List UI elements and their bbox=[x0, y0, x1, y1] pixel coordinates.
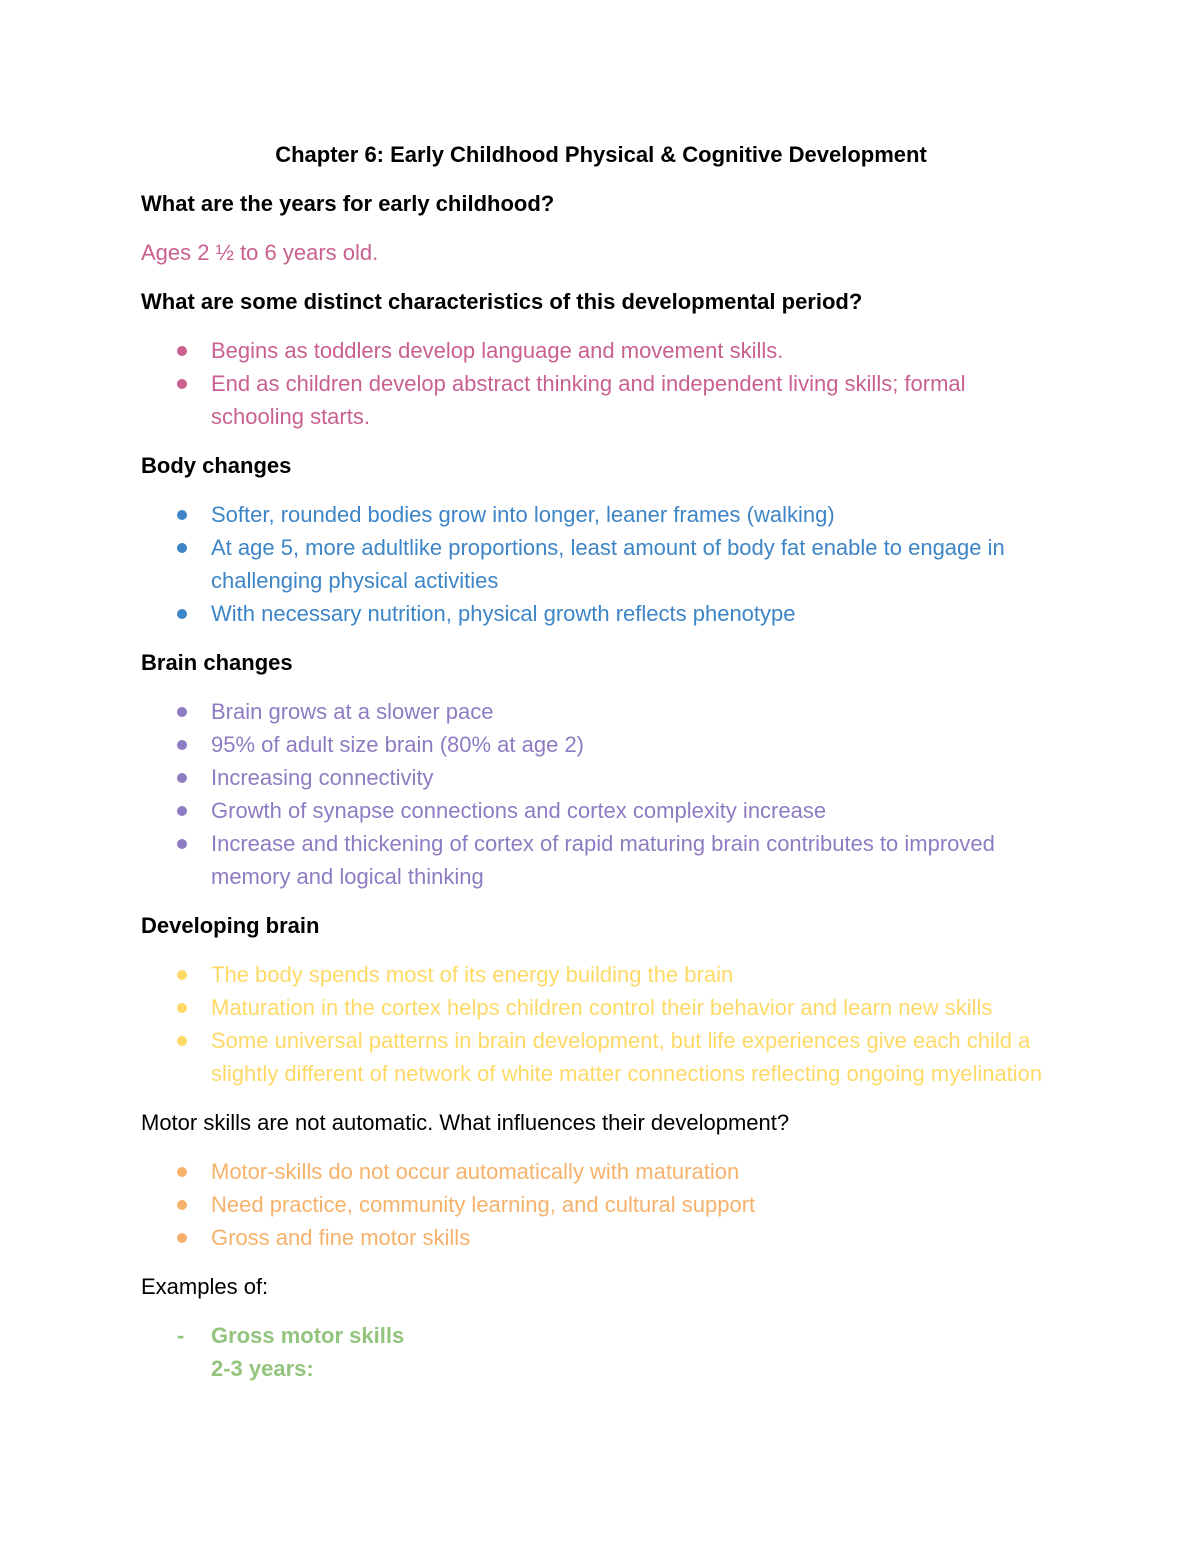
list-item: Motor-skills do not occur automatically with maturation bbox=[141, 1155, 1061, 1188]
characteristics-list bbox=[141, 334, 1061, 433]
list-item: Begins as toddlers develop language and movement skills. bbox=[141, 334, 1061, 367]
list-item: The body spends most of its energy building the brain bbox=[141, 958, 1061, 991]
bullet-icon bbox=[177, 1003, 187, 1013]
developing-brain-list bbox=[141, 958, 1061, 1090]
list-item: Gross and fine motor skills bbox=[141, 1221, 1061, 1254]
examples-label: Examples of: bbox=[141, 1274, 269, 1299]
question-motor-skills: Motor skills are not automatic. What influences their development? bbox=[141, 1110, 790, 1135]
list-item: Need practice, community learning, and cultural support bbox=[141, 1188, 1061, 1221]
list-item: At age 5, more adultlike proportions, least amount of body fat enable to engage in challenging physical activities bbox=[141, 531, 1061, 597]
bullet-icon bbox=[177, 773, 187, 783]
bullet-icon bbox=[177, 543, 187, 553]
bullet-icon bbox=[177, 806, 187, 816]
heading-brain-changes: Brain changes bbox=[141, 650, 293, 675]
gross-motor-age: 2-3 years: bbox=[211, 1356, 314, 1381]
list-item: Maturation in the cortex helps children control their behavior and learn new skills bbox=[141, 991, 1061, 1024]
heading-body-changes: Body changes bbox=[141, 453, 292, 478]
question-years: What are the years for early childhood? bbox=[141, 191, 555, 216]
list-item bbox=[141, 1319, 1061, 1385]
brain-changes-list bbox=[141, 695, 1061, 893]
list-item: End as children develop abstract thinking and independent living skills; formal schooling starts. bbox=[141, 367, 1061, 433]
answer-years: Ages 2 ½ to 6 years old. bbox=[141, 240, 379, 265]
bullet-icon bbox=[177, 346, 187, 356]
bullet-icon bbox=[177, 609, 187, 619]
list-item: Growth of synapse connections and cortex complexity increase bbox=[141, 794, 1061, 827]
bullet-icon bbox=[177, 1233, 187, 1243]
bullet-icon bbox=[177, 1200, 187, 1210]
bullet-icon bbox=[177, 740, 187, 750]
bullet-icon bbox=[177, 510, 187, 520]
bullet-icon bbox=[177, 1167, 187, 1177]
motor-skills-list bbox=[141, 1155, 1061, 1254]
dash-marker: - bbox=[177, 1323, 185, 1348]
document-page bbox=[141, 138, 1061, 1385]
gross-motor-heading: Gross motor skills bbox=[211, 1323, 405, 1348]
list-item: Some universal patterns in brain development, but life experiences give each child a slightly different of network of white matter connections reflecting ongoing myelination bbox=[141, 1024, 1061, 1090]
list-item: With necessary nutrition, physical growth reflects phenotype bbox=[141, 597, 1061, 630]
bullet-icon bbox=[177, 379, 187, 389]
bullet-icon bbox=[177, 970, 187, 980]
bullet-icon bbox=[177, 839, 187, 849]
page-title: Chapter 6: Early Childhood Physical & Cognitive Development bbox=[275, 142, 927, 167]
list-item: Softer, rounded bodies grow into longer, leaner frames (walking) bbox=[141, 498, 1061, 531]
list-item: Increase and thickening of cortex of rapid maturing brain contributes to improved memory and logical thinking bbox=[141, 827, 1061, 893]
gross-motor-list bbox=[141, 1319, 1061, 1385]
question-characteristics: What are some distinct characteristics of this developmental period? bbox=[141, 289, 863, 314]
body-changes-list bbox=[141, 498, 1061, 630]
list-item: Brain grows at a slower pace bbox=[141, 695, 1061, 728]
bullet-icon bbox=[177, 707, 187, 717]
list-item: 95% of adult size brain (80% at age 2) bbox=[141, 728, 1061, 761]
list-item: Increasing connectivity bbox=[141, 761, 1061, 794]
heading-developing-brain: Developing brain bbox=[141, 913, 320, 938]
bullet-icon bbox=[177, 1036, 187, 1046]
